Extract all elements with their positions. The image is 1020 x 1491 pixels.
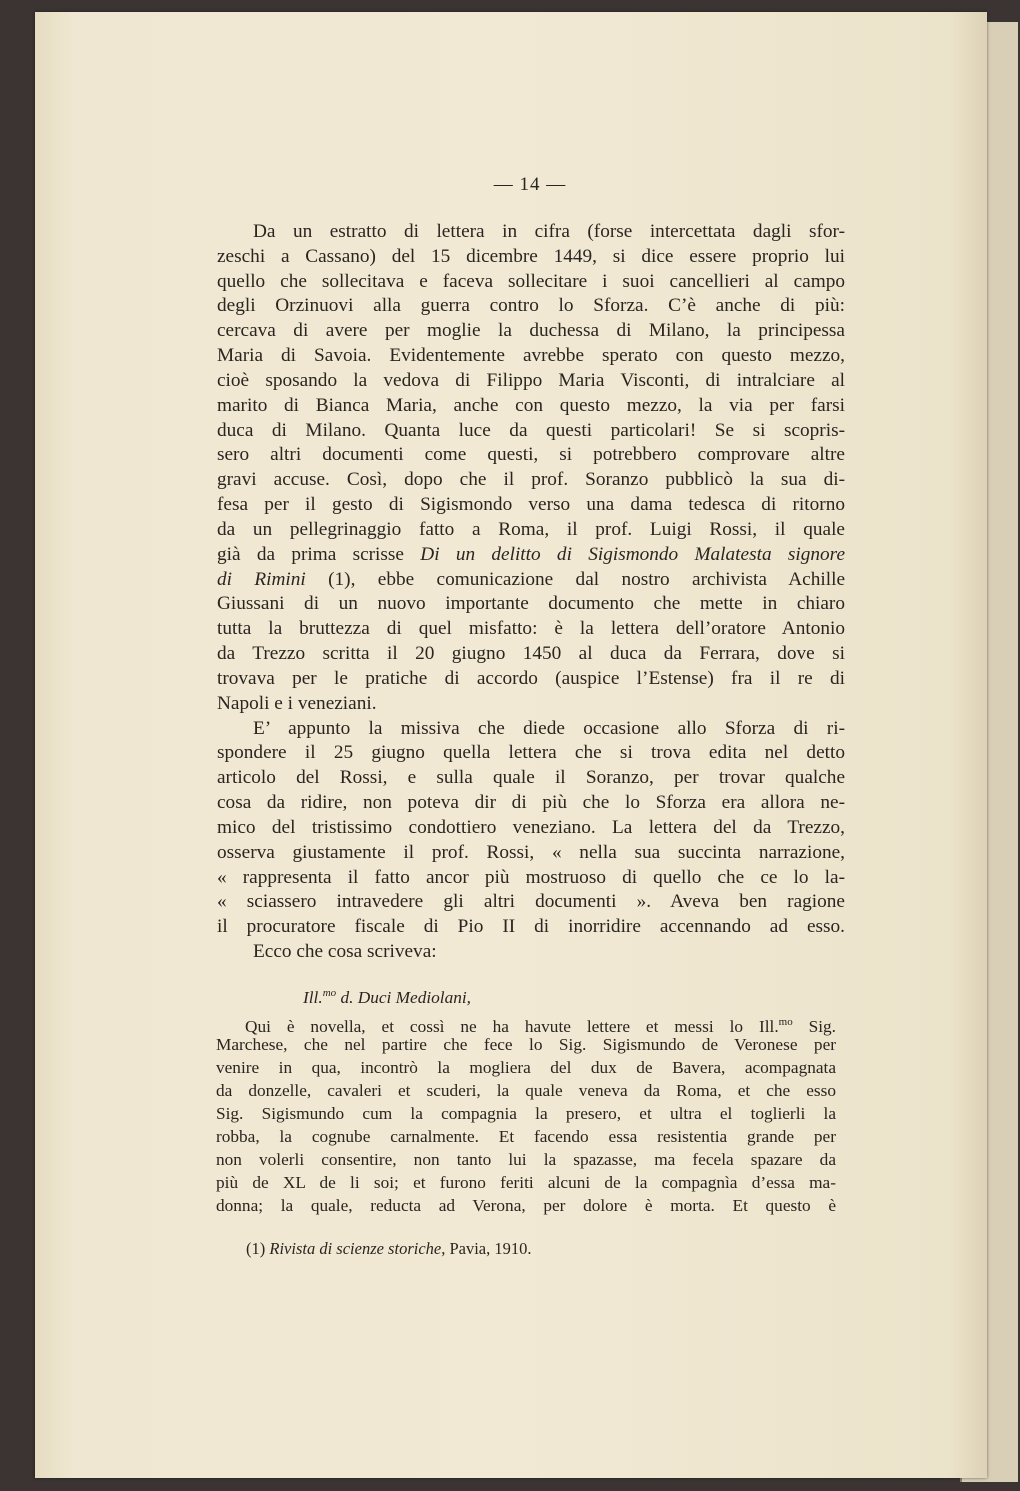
text-segment: « sciassero intravedere gli altri documenti ». Aveva ben ragione (217, 891, 845, 913)
text-segment: Sig. Sigismundo cum la compagnia la presero, et ultra el toglierli la (216, 1104, 836, 1123)
text-segment: cercava di avere per moglie la duchessa di Milano, la principessa (217, 320, 845, 342)
body-line (217, 394, 845, 418)
text-segment: (1) (246, 1239, 270, 1258)
text-segment: gravi accuse. Così, dopo che il prof. Soranzo pubblicò la sua di- (217, 469, 845, 491)
text-segment: , Pavia, 1910. (441, 1239, 532, 1258)
body-line (217, 766, 845, 790)
text-segment: non volerli consentire, non tanto lui la spazasse, ma fecela spazare da (216, 1150, 836, 1169)
letter-line (216, 1149, 836, 1171)
body-line (217, 741, 845, 765)
text-segment: venire in qua, incontrò la mogliera del dux de Bavera, acompagnata (216, 1058, 836, 1077)
text-segment: sero altri documenti come questi, si potrebbero comprovare altre (217, 444, 845, 466)
text-segment: da un pellegrinaggio fatto a Roma, il prof. Luigi Rossi, il quale (217, 518, 845, 540)
letter-line (216, 1034, 836, 1056)
body-line (217, 890, 845, 914)
letter-line (216, 1172, 836, 1194)
text-segment: da donzelle, cavaleri et scuderi, la quale veneva da Roma, et che esso (216, 1081, 836, 1100)
body-line (217, 816, 845, 840)
italic-text: di Rimini (217, 568, 306, 590)
text-segment: Giussani di un nuovo importante documento che mette in chiaro (217, 593, 845, 615)
body-line (217, 419, 845, 443)
text-segment: zeschi a Cassano) del 15 dicembre 1449, si dice essere proprio lui (217, 245, 845, 267)
body-line (217, 518, 845, 542)
body-line (253, 717, 845, 741)
italic-text: mo (322, 987, 337, 999)
text-segment: « rappresenta il fatto ancor più mostruoso di quello che ce lo la- (217, 866, 845, 888)
body-line (217, 369, 845, 393)
body-line (217, 692, 845, 716)
text-segment: (1), ebbe comunicazione dal nostro archivista Achille (305, 568, 845, 590)
letter-line (216, 1195, 836, 1217)
text-segment: cioè sposando la vedova di Filippo Maria Visconti, di intralciare al (217, 369, 845, 391)
text-segment: trovava per le pratiche di accordo (auspice l’Estense) fra il re di (217, 667, 845, 689)
body-line (253, 940, 845, 964)
letter-salutation (303, 982, 603, 1007)
text-segment: degli Orzinuovi alla guerra contro lo Sforza. C’è anche di più: (217, 295, 845, 317)
body-line (217, 344, 845, 368)
body-line (217, 270, 845, 294)
body-line (217, 642, 845, 666)
text-segment: articolo del Rossi, e sulla quale il Soranzo, per trovar qualche (217, 767, 845, 789)
body-line (217, 617, 845, 641)
body-line (217, 468, 845, 492)
text-segment: E’ appunto la missiva che diede occasione allo Sforza di ri- (253, 717, 845, 739)
body-line (253, 220, 845, 244)
body-line (217, 791, 845, 815)
body-line (217, 493, 845, 517)
text-segment: duca di Milano. Quanta luce da questi particolari! Se si scopris- (217, 419, 845, 441)
body-line (217, 245, 845, 269)
body-line (217, 667, 845, 691)
text-segment: Marchese, che nel partire che fece lo Sig. Sigismundo de Veronese per (216, 1035, 836, 1054)
italic-text: Di un delitto di Sigismondo Malatesta signore (420, 543, 845, 565)
text-segment: più de XL de li soi; et furono feriti alcuni de la compagnìa d’essa ma- (216, 1173, 836, 1192)
body-line (217, 294, 845, 318)
text-segment: già da prima scrisse (217, 543, 421, 565)
text-segment: Ecco che cosa scriveva: (253, 941, 437, 963)
text-segment: osserva giustamente il prof. Rossi, « nella sua succinta narrazione, (217, 841, 845, 863)
text-segment: mo (778, 1016, 793, 1028)
text-segment: donna; la quale, reducta ad Verona, per dolore è morta. Et questo è (216, 1196, 836, 1215)
italic-text: d. Duci Mediolani, (336, 987, 472, 1007)
text-segment: da Trezzo scritta il 20 giugno 1450 al duca da Ferrara, dove si (217, 643, 845, 665)
text-segment: Da un estratto di lettera in cifra (forse intercettata dagli sfor- (253, 221, 845, 242)
footnote (246, 1239, 646, 1259)
text-segment: tutta la bruttezza di quel misfatto: è la lettera dell’oratore Antonio (217, 618, 845, 640)
text-segment: Napoli e i veneziani. (217, 692, 377, 714)
text-segment: quello che sollecitava e faceva sollecitare i suoi cancellieri al campo (217, 270, 845, 292)
text-segment: spondere il 25 giugno quella lettera che si trova edita nel detto (217, 742, 845, 764)
text-segment: Sig. (792, 1016, 836, 1036)
letter-line (216, 1103, 836, 1125)
text-segment: Maria di Savoia. Evidentemente avrebbe sperato con questo mezzo, (217, 345, 845, 367)
italic-text: Rivista di scienze storiche (269, 1239, 442, 1258)
text-segment: robba, la cognube carnalmente. Et facendo essa resistentia grande per (216, 1127, 836, 1146)
body-line (217, 915, 845, 939)
italic-text: Ill. (303, 987, 323, 1007)
body-line (217, 543, 845, 567)
body-line (217, 592, 845, 616)
body-line (217, 866, 845, 890)
text-segment: mico del tristissimo condottiero veneziano. La lettera del da Trezzo, (217, 816, 845, 838)
body-line (217, 841, 845, 865)
body-line (217, 443, 845, 467)
page-number: — 14 — (493, 174, 567, 195)
body-line (217, 568, 845, 592)
text-segment: Qui è novella, et cossì ne ha havute lettere et messi lo Ill. (245, 1016, 779, 1036)
text-segment: cosa da ridire, non poteva dir di più che lo Sforza era allora ne- (217, 792, 845, 814)
text-segment: fesa per il gesto di Sigismondo verso una dama tedesca di ritorno (217, 494, 845, 516)
text-segment: marito di Bianca Maria, anche con questo mezzo, la via per farsi (217, 394, 845, 416)
letter-line (216, 1080, 836, 1102)
letter-line (216, 1126, 836, 1148)
letter-line (245, 1011, 836, 1036)
letter-line (216, 1057, 836, 1079)
text-segment: il procuratore fiscale di Pio II di inorridire accennando ad esso. (217, 916, 845, 938)
body-line (217, 319, 845, 343)
